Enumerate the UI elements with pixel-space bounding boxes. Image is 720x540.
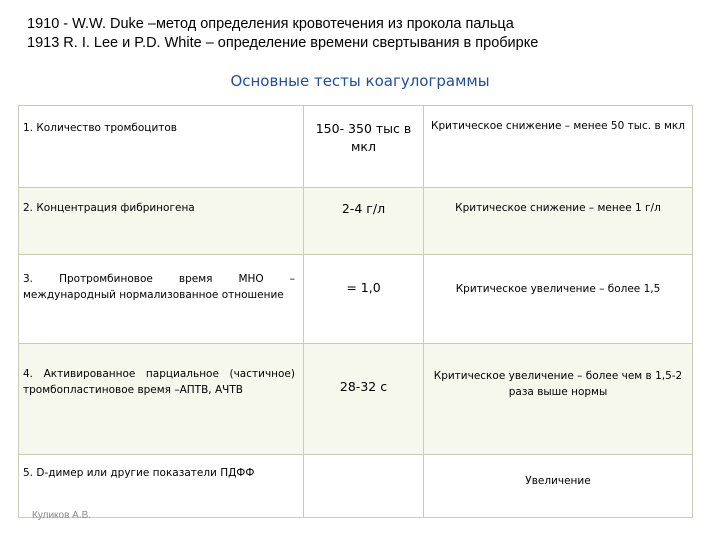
page-title: Основные тесты коагулограммы [230, 72, 490, 90]
test-name-cell: 1. Количество тромбоцитов [19, 106, 304, 188]
history-notes [27, 15, 707, 53]
critical-value-cell: Критическое снижение – менее 1 г/л [424, 188, 693, 255]
norm-value-cell: 150- 350 тыс в мкл [304, 106, 424, 188]
history-line-2: 1913 R. I. Lee и P.D. White – определение времени свертывания в пробирке [27, 35, 539, 51]
critical-value-cell: Критическое увеличение – более 1,5 [424, 255, 693, 344]
test-name-cell: 2. Концентрация фибриногена [19, 188, 304, 255]
table-row [19, 455, 693, 518]
norm-value-cell [304, 455, 424, 518]
table-row [19, 344, 693, 455]
test-name-cell: 4. Активированное парциальное (частичное) тромбопластиновое время –АПТВ, АЧТВ [19, 344, 304, 455]
critical-value-cell: Критическое увеличение – более чем в 1,5-2 раза выше нормы [424, 344, 693, 455]
coagulogram-table [18, 105, 693, 518]
norm-value-cell: = 1,0 [304, 255, 424, 344]
norm-value-cell: 2-4 г/л [304, 188, 424, 255]
norm-value-cell: 28-32 с [304, 344, 424, 455]
critical-value-cell: Увеличение [424, 455, 693, 518]
test-name-cell: 3. Протромбиновое время МНО – международный нормализованное отношение [19, 255, 304, 344]
test-name-cell: 5. D-димер или другие показатели ПДФФ [19, 455, 304, 518]
table-row [19, 106, 693, 188]
table-row [19, 255, 693, 344]
critical-value-cell: Критическое снижение – менее 50 тыс. в мкл [424, 106, 693, 188]
table-row [19, 188, 693, 255]
history-line-1: 1910 - W.W. Duke –метод определения кровотечения из прокола пальца [27, 16, 514, 32]
author-footer: Куликов А.В. [32, 510, 92, 521]
